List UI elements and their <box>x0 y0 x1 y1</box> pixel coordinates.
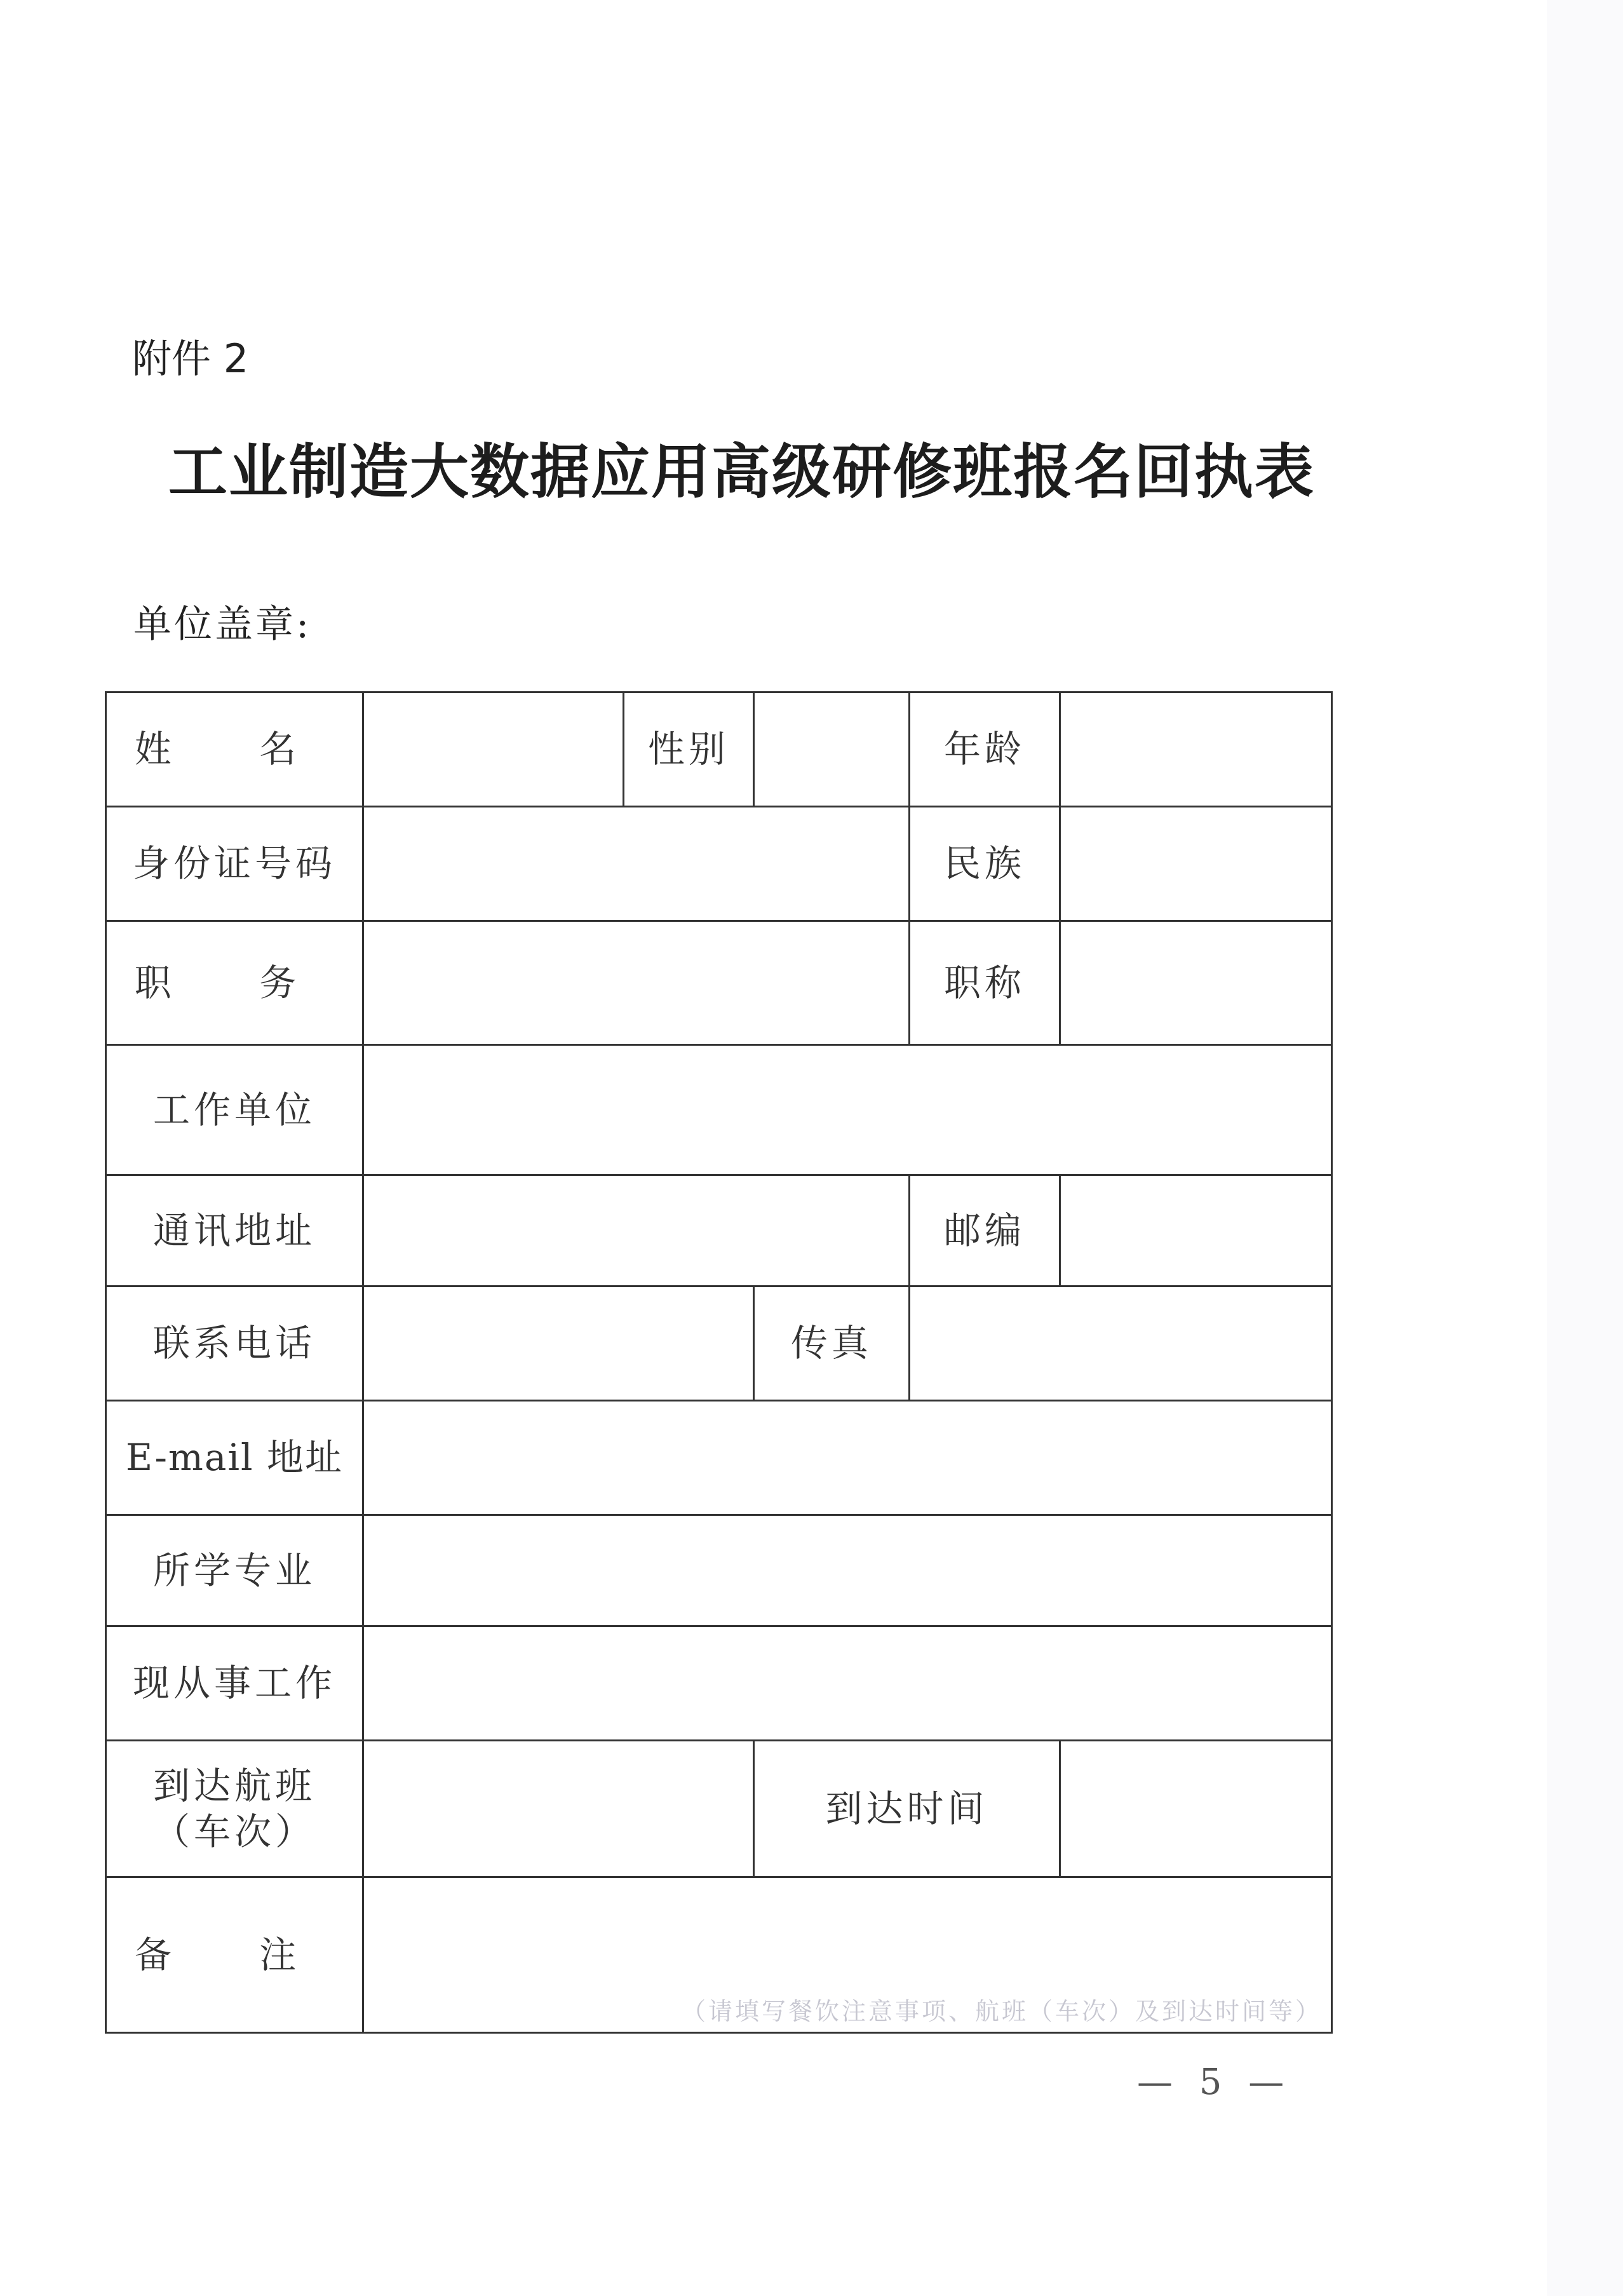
employer-label: 工作单位 <box>106 1045 363 1175</box>
registration-form-table <box>105 691 1333 2034</box>
email-label: E-mail 地址 <box>106 1401 363 1515</box>
table-row <box>106 1401 1332 1515</box>
gender-label: 性别 <box>624 692 754 807</box>
attachment-label: 附件 2 <box>132 335 249 382</box>
age-label: 年龄 <box>910 692 1060 807</box>
postcode-field[interactable] <box>1060 1175 1332 1286</box>
table-row <box>106 807 1332 921</box>
page-edge <box>1547 0 1623 2296</box>
table-row <box>106 1515 1332 1626</box>
current-work-field[interactable] <box>363 1626 1332 1741</box>
current-work-label: 现从事工作 <box>106 1626 363 1741</box>
major-field[interactable] <box>363 1515 1332 1626</box>
gender-field[interactable] <box>754 692 910 807</box>
age-field[interactable] <box>1060 692 1332 807</box>
name-label: 姓 名 <box>106 692 363 807</box>
position-field[interactable] <box>363 921 910 1045</box>
fax-field[interactable] <box>910 1286 1332 1401</box>
email-field[interactable] <box>363 1401 1332 1515</box>
page-number: — 5 — <box>1137 2062 1292 2103</box>
table-row <box>106 1286 1332 1401</box>
table-row <box>106 1175 1332 1286</box>
name-field[interactable] <box>363 692 624 807</box>
position-label: 职 务 <box>106 921 363 1045</box>
arrival-flight-label: 到达航班 <box>152 1764 316 1807</box>
ethnicity-label: 民族 <box>910 807 1060 921</box>
title-rank-label: 职称 <box>910 921 1060 1045</box>
table-row <box>106 1877 1332 2033</box>
remarks-hint: （请填写餐饮注意事项、航班（车次）及到达时间等） <box>681 1997 1322 2025</box>
arrival-flight-sub-label: （车次） <box>152 1810 316 1853</box>
arrival-flight-field[interactable] <box>363 1741 754 1877</box>
ethnicity-field[interactable] <box>1060 807 1332 921</box>
table-row <box>106 692 1332 807</box>
title-rank-field[interactable] <box>1060 921 1332 1045</box>
phone-field[interactable] <box>363 1286 754 1401</box>
arrival-time-label: 到达时间 <box>754 1741 1060 1877</box>
unit-seal-label: 单位盖章: <box>133 602 312 647</box>
page-title: 工业制造大数据应用高级研修班报名回执表 <box>168 438 1315 506</box>
employer-field[interactable] <box>363 1045 1332 1175</box>
table-row <box>106 921 1332 1045</box>
table-row <box>106 1045 1332 1175</box>
arrival-time-field[interactable] <box>1060 1741 1332 1877</box>
id-number-field[interactable] <box>363 807 910 921</box>
address-field[interactable] <box>363 1175 910 1286</box>
table-row <box>106 1626 1332 1741</box>
table-row <box>106 1741 1332 1877</box>
id-number-label: 身份证号码 <box>106 807 363 921</box>
remarks-label: 备 注 <box>106 1877 363 2033</box>
fax-label: 传真 <box>754 1286 910 1401</box>
postcode-label: 邮编 <box>910 1175 1060 1286</box>
phone-label: 联系电话 <box>106 1286 363 1401</box>
major-label: 所学专业 <box>106 1515 363 1626</box>
arrival-flight-label-cell <box>106 1741 363 1877</box>
remarks-field[interactable] <box>363 1877 1332 2033</box>
address-label: 通讯地址 <box>106 1175 363 1286</box>
